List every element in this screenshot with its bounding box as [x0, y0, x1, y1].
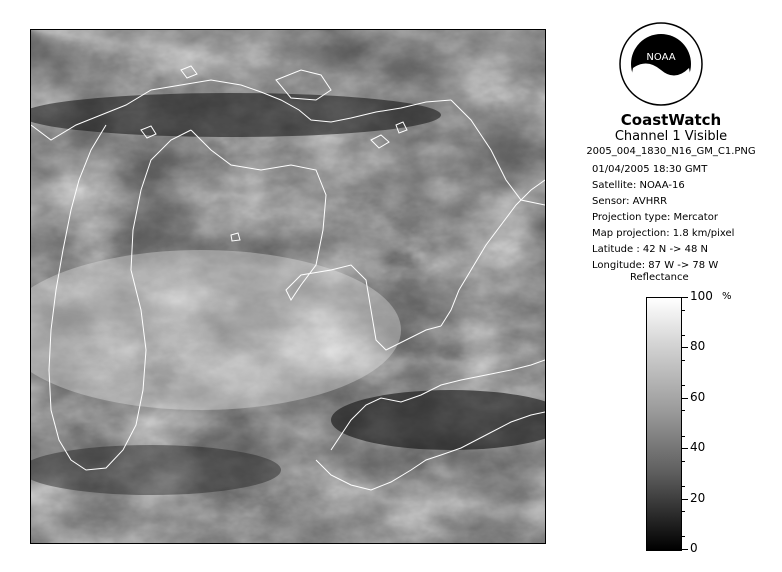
colorbar-minor-tick [682, 385, 685, 386]
file-name: 2005_004_1830_N16_GM_C1.PNG [586, 146, 756, 157]
reflectance-colorbar [646, 297, 682, 551]
noaa-logo [619, 22, 703, 106]
sensor-label: Sensor: AVHRR [592, 196, 668, 207]
colorbar-minor-tick [682, 360, 685, 361]
colorbar-minor-tick [682, 310, 685, 311]
colorbar-tick-label: 20 [690, 491, 706, 505]
colorbar-minor-tick [682, 335, 685, 336]
colorbar-tick [682, 549, 688, 550]
datetime: 01/04/2005 18:30 GMT [592, 164, 708, 175]
colorbar-title: Reflectance [630, 272, 689, 283]
colorbar-tick-label: 60 [690, 390, 706, 404]
channel-label: Channel 1 Visible [614, 129, 728, 144]
longitude-range: Longitude: 87 W -> 78 W [592, 260, 719, 271]
colorbar-tick [682, 347, 688, 348]
dark-band-north [31, 93, 441, 137]
latitude-range: Latitude : 42 N -> 48 N [592, 244, 708, 255]
projection-type: Projection type: Mercator [592, 212, 718, 223]
colorbar-unit: % [722, 291, 732, 302]
colorbar-tick [682, 398, 688, 399]
colorbar-tick [682, 297, 688, 298]
colorbar-tick-label: 40 [690, 440, 706, 454]
map-projection: Map projection: 1.8 km/pixel [592, 228, 735, 239]
colorbar-minor-tick [682, 486, 685, 487]
colorbar-minor-tick [682, 410, 685, 411]
colorbar-minor-tick [682, 536, 685, 537]
satellite-label: Satellite: NOAA-16 [592, 180, 685, 191]
colorbar-tick [682, 448, 688, 449]
satellite-image-svg [31, 30, 545, 543]
map-title: CoastWatch [620, 111, 722, 129]
colorbar-tick [682, 499, 688, 500]
colorbar-tick-label: 100 [690, 289, 713, 303]
dark-band-south [31, 445, 281, 495]
colorbar-tick-label: 80 [690, 339, 706, 353]
colorbar-minor-tick [682, 511, 685, 512]
noaa-logo-text: NOAA [646, 52, 676, 63]
colorbar-tick-label: 0 [690, 541, 698, 555]
satellite-image [30, 29, 546, 544]
colorbar-minor-tick [682, 461, 685, 462]
colorbar-minor-tick [682, 436, 685, 437]
